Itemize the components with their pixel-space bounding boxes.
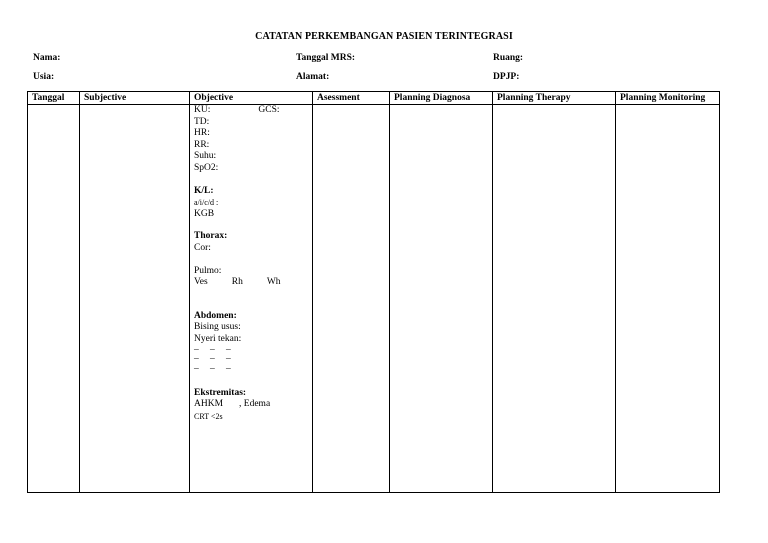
- kl-heading: K/L:: [194, 185, 214, 196]
- ves-label: Ves: [194, 277, 208, 288]
- col-header-planning-therapy: Planning Therapy: [493, 92, 616, 105]
- col-header-planning-diagnosa: Planning Diagnosa: [390, 92, 493, 105]
- progress-notes-table: [27, 91, 720, 493]
- col-header-asessment: Asessment: [313, 92, 390, 105]
- dash-mark: –: [210, 363, 215, 374]
- objective-cell[interactable]: [190, 105, 313, 493]
- nyeri-tekan-grid-row-2: [194, 354, 308, 364]
- wh-label: Wh: [266, 277, 281, 288]
- crt-label: CRT <2s: [194, 411, 223, 421]
- col-header-planning-monitoring: Planning Monitoring: [616, 92, 720, 105]
- table-body-row: [28, 105, 720, 493]
- planning-therapy-cell[interactable]: [493, 105, 616, 493]
- edema-label: , Edema: [239, 399, 271, 410]
- rr-label: RR:: [194, 139, 210, 150]
- cor-label: Cor:: [194, 242, 211, 253]
- form-title: CATATAN PERKEMBANGAN PASIEN TERINTEGRASI: [255, 31, 513, 42]
- alamat-label: Alamat:: [296, 72, 330, 82]
- bising-usus-label: Bising usus:: [194, 322, 241, 333]
- kgb-label: KGB: [194, 208, 215, 219]
- dash-mark: –: [226, 363, 231, 374]
- dash-mark: –: [226, 353, 231, 364]
- td-label: TD:: [194, 116, 210, 127]
- nyeri-tekan-label: Nyeri tekan:: [194, 333, 242, 344]
- ekstremitas-heading: Ekstremitas:: [194, 387, 247, 398]
- abdomen-heading: Abdomen:: [194, 310, 237, 321]
- pulmo-label: Pulmo:: [194, 265, 222, 276]
- rh-label: Rh: [231, 277, 243, 288]
- col-header-objective: Objective: [190, 92, 313, 105]
- nama-label: Nama:: [33, 53, 61, 63]
- ruang-label: Ruang:: [493, 53, 524, 63]
- dash-mark: –: [194, 353, 199, 364]
- suhu-label: Suhu:: [194, 151, 217, 162]
- hr-label: HR:: [194, 128, 210, 139]
- col-header-subjective: Subjective: [80, 92, 190, 105]
- dash-mark: –: [194, 344, 199, 355]
- aicd-label: a/i/c/d :: [194, 198, 219, 208]
- dpjp-label: DPJP:: [493, 72, 520, 82]
- gcs-label: GCS:: [258, 105, 280, 115]
- tanggal-cell[interactable]: [28, 105, 80, 493]
- ahkm-label: AHKM: [194, 399, 224, 410]
- thorax-heading: Thorax:: [194, 231, 228, 242]
- dash-mark: –: [210, 344, 215, 355]
- dash-mark: –: [194, 363, 199, 374]
- nyeri-tekan-grid-row-1: [194, 346, 308, 354]
- dash-mark: –: [210, 353, 215, 364]
- planning-monitoring-cell[interactable]: [616, 105, 720, 493]
- col-header-tanggal: Tanggal: [28, 92, 80, 105]
- ku-label: KU:: [194, 105, 211, 115]
- planning-diagnosa-cell[interactable]: [390, 105, 493, 493]
- asessment-cell[interactable]: [313, 105, 390, 493]
- subjective-cell[interactable]: [80, 105, 190, 493]
- spo2-label: SpO2:: [194, 162, 219, 173]
- tanggal-mrs-label: Tanggal MRS:: [296, 53, 356, 63]
- usia-label: Usia:: [33, 72, 55, 82]
- nyeri-tekan-grid-row-3: [194, 364, 308, 374]
- table-header-row: [28, 92, 720, 105]
- dash-mark: –: [226, 344, 231, 355]
